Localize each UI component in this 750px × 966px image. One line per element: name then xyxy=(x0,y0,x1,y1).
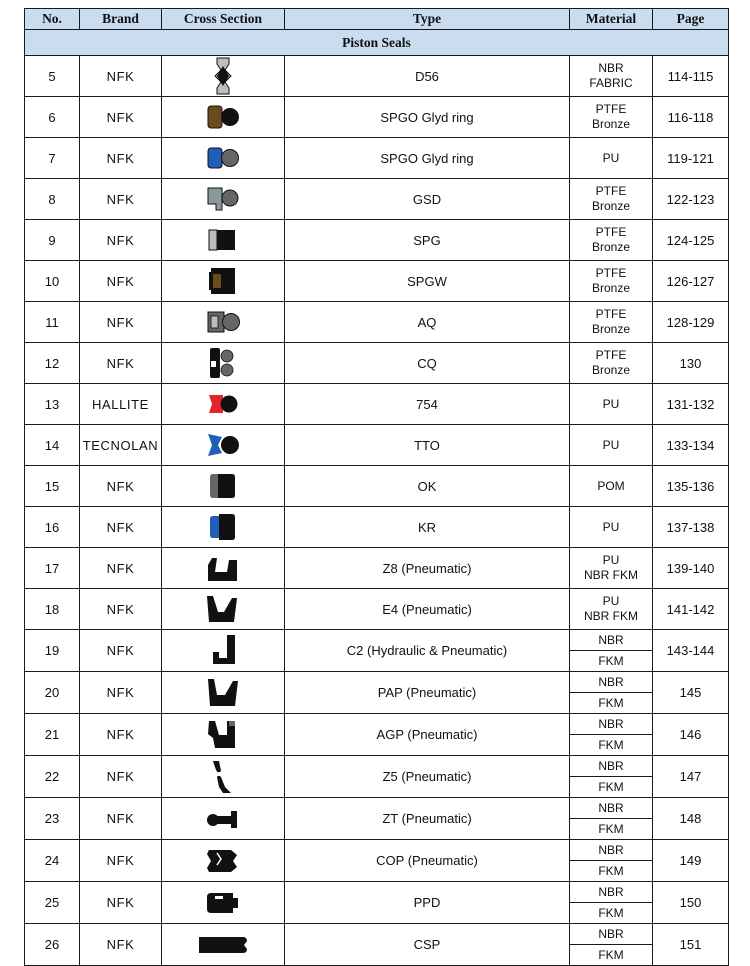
z5-profile-icon xyxy=(162,757,284,797)
row-number: 5 xyxy=(25,56,80,97)
material-secondary: Bronze xyxy=(591,363,631,377)
table-row xyxy=(25,56,729,97)
material-primary: PTFE xyxy=(595,225,627,239)
row-number: 13 xyxy=(25,384,80,425)
material-primary: NBR xyxy=(570,840,652,861)
cross-section-cell xyxy=(162,798,285,840)
d56-profile-icon xyxy=(162,56,284,96)
brand-cell: NFK xyxy=(80,548,162,589)
material-secondary: FKM xyxy=(598,906,624,920)
material-secondary: NBR FKM xyxy=(584,568,638,582)
brand-cell: NFK xyxy=(80,97,162,138)
cross-section-cell xyxy=(162,261,285,302)
header-no: No. xyxy=(25,9,80,30)
spgw-profile-icon xyxy=(162,261,284,301)
ok-profile-icon xyxy=(162,466,284,506)
material-secondary: FKM xyxy=(598,654,624,668)
material-primary: NBR xyxy=(598,61,624,75)
ppd-profile-icon xyxy=(162,883,284,923)
table-row xyxy=(25,343,729,384)
row-number: 21 xyxy=(25,714,80,756)
material-primary: POM xyxy=(597,478,625,493)
material-cell xyxy=(570,343,653,384)
type-cell: OK xyxy=(285,466,570,507)
row-number: 20 xyxy=(25,672,80,714)
table-row xyxy=(25,220,729,261)
table-row xyxy=(25,630,729,672)
brand-cell: NFK xyxy=(80,672,162,714)
material-cell xyxy=(570,466,653,507)
material-cell xyxy=(570,425,653,466)
section-row xyxy=(25,30,729,56)
material-cell xyxy=(570,261,653,302)
cross-section-cell xyxy=(162,425,285,466)
brand-cell: NFK xyxy=(80,507,162,548)
material-cell xyxy=(570,840,653,882)
material-cell xyxy=(570,138,653,179)
material-primary: PU xyxy=(602,437,620,452)
material-cell xyxy=(570,548,653,589)
row-number: 10 xyxy=(25,261,80,302)
brand-cell: NFK xyxy=(80,589,162,630)
table-row xyxy=(25,798,729,840)
page-cell: 145 xyxy=(653,672,729,714)
material-cell xyxy=(570,672,653,714)
cq-profile-icon xyxy=(162,343,284,383)
material-cell xyxy=(570,589,653,630)
page-cell: 128-129 xyxy=(653,302,729,343)
page-cell: 122-123 xyxy=(653,179,729,220)
page-cell: 130 xyxy=(653,343,729,384)
material-primary: PTFE xyxy=(595,102,627,116)
material-cell xyxy=(570,384,653,425)
table-row xyxy=(25,840,729,882)
brand-cell: NFK xyxy=(80,261,162,302)
brand-cell: NFK xyxy=(80,138,162,179)
material-cell xyxy=(570,220,653,261)
material-secondary: FKM xyxy=(598,864,624,878)
row-number: 14 xyxy=(25,425,80,466)
table-row xyxy=(25,384,729,425)
material-primary: PTFE xyxy=(595,266,627,280)
table-row xyxy=(25,302,729,343)
brand-cell: TECNOLAN xyxy=(80,425,162,466)
material-cell xyxy=(570,507,653,548)
brand-cell: NFK xyxy=(80,630,162,672)
material-cell xyxy=(570,924,653,966)
brand-cell: NFK xyxy=(80,179,162,220)
header-type: Type xyxy=(285,9,570,30)
type-cell: PPD xyxy=(285,882,570,924)
cross-section-cell xyxy=(162,507,285,548)
page-cell: 119-121 xyxy=(653,138,729,179)
material-primary: NBR xyxy=(570,756,652,777)
type-cell: GSD xyxy=(285,179,570,220)
header-page: Page xyxy=(653,9,729,30)
brand-cell: NFK xyxy=(80,798,162,840)
brand-cell: NFK xyxy=(80,714,162,756)
material-secondary: FKM xyxy=(598,822,624,836)
header-row xyxy=(25,9,729,30)
table-row xyxy=(25,179,729,220)
cross-section-cell xyxy=(162,384,285,425)
type-cell: TTO xyxy=(285,425,570,466)
table-row xyxy=(25,548,729,589)
row-number: 15 xyxy=(25,466,80,507)
csp-profile-icon xyxy=(162,925,284,965)
material-cell xyxy=(570,97,653,138)
type-cell: AGP (Pneumatic) xyxy=(285,714,570,756)
cross-section-cell xyxy=(162,589,285,630)
row-number: 9 xyxy=(25,220,80,261)
material-primary: PTFE xyxy=(595,307,627,321)
material-cell xyxy=(570,56,653,97)
type-cell: SPG xyxy=(285,220,570,261)
page-cell: 124-125 xyxy=(653,220,729,261)
row-number: 19 xyxy=(25,630,80,672)
cross-section-cell xyxy=(162,882,285,924)
agp-profile-icon xyxy=(162,715,284,755)
material-secondary: Bronze xyxy=(591,240,631,254)
material-secondary: FKM xyxy=(598,738,624,752)
row-number: 8 xyxy=(25,179,80,220)
table-row xyxy=(25,507,729,548)
material-secondary: Bronze xyxy=(591,322,631,336)
material-secondary: FABRIC xyxy=(589,76,633,90)
material-cell xyxy=(570,179,653,220)
type-cell: PAP (Pneumatic) xyxy=(285,672,570,714)
spgo-blue-profile-icon xyxy=(162,138,284,178)
type-cell: Z5 (Pneumatic) xyxy=(285,756,570,798)
table-row xyxy=(25,882,729,924)
material-primary: NBR xyxy=(570,630,652,651)
table-row xyxy=(25,672,729,714)
header-cross-section: Cross Section xyxy=(162,9,285,30)
cross-section-cell xyxy=(162,756,285,798)
table-row xyxy=(25,97,729,138)
material-primary: PTFE xyxy=(595,184,627,198)
material-primary: PU xyxy=(602,553,620,567)
type-cell: C2 (Hydraulic & Pneumatic) xyxy=(285,630,570,672)
brand-cell: HALLITE xyxy=(80,384,162,425)
material-cell xyxy=(570,798,653,840)
material-primary: PU xyxy=(602,150,620,165)
type-cell: 754 xyxy=(285,384,570,425)
row-number: 6 xyxy=(25,97,80,138)
spgo-brown-profile-icon xyxy=(162,97,284,137)
type-cell: E4 (Pneumatic) xyxy=(285,589,570,630)
tto-profile-icon xyxy=(162,425,284,465)
table-row xyxy=(25,425,729,466)
page-cell: 151 xyxy=(653,924,729,966)
kr-profile-icon xyxy=(162,507,284,547)
material-cell xyxy=(570,714,653,756)
page-cell: 126-127 xyxy=(653,261,729,302)
table-row xyxy=(25,589,729,630)
material-primary: NBR xyxy=(570,924,652,945)
cross-section-cell xyxy=(162,343,285,384)
row-number: 18 xyxy=(25,589,80,630)
cross-section-cell xyxy=(162,97,285,138)
material-secondary: FKM xyxy=(598,948,624,962)
header-material: Material xyxy=(570,9,653,30)
page-cell: 135-136 xyxy=(653,466,729,507)
cop-profile-icon xyxy=(162,841,284,881)
cross-section-cell xyxy=(162,714,285,756)
page-cell: 139-140 xyxy=(653,548,729,589)
page-cell: 147 xyxy=(653,756,729,798)
c2-profile-icon xyxy=(162,631,284,671)
page-cell: 116-118 xyxy=(653,97,729,138)
gsd-profile-icon xyxy=(162,179,284,219)
type-cell: KR xyxy=(285,507,570,548)
page-cell: 146 xyxy=(653,714,729,756)
seal-catalog-table xyxy=(24,8,729,966)
brand-cell: NFK xyxy=(80,924,162,966)
material-secondary: Bronze xyxy=(591,199,631,213)
page-cell: 149 xyxy=(653,840,729,882)
material-primary: NBR xyxy=(570,672,652,693)
material-primary: NBR xyxy=(570,714,652,735)
type-cell: SPGW xyxy=(285,261,570,302)
row-number: 24 xyxy=(25,840,80,882)
material-cell xyxy=(570,630,653,672)
cross-section-cell xyxy=(162,56,285,97)
material-secondary: Bronze xyxy=(591,281,631,295)
type-cell: AQ xyxy=(285,302,570,343)
material-primary: PU xyxy=(602,396,620,411)
zt-profile-icon xyxy=(162,799,284,839)
brand-cell: NFK xyxy=(80,840,162,882)
page-cell: 143-144 xyxy=(653,630,729,672)
row-number: 7 xyxy=(25,138,80,179)
e4-profile-icon xyxy=(162,589,284,629)
page-cell: 131-132 xyxy=(653,384,729,425)
material-secondary: FKM xyxy=(598,696,624,710)
page-cell: 150 xyxy=(653,882,729,924)
page-cell: 114-115 xyxy=(653,56,729,97)
cross-section-cell xyxy=(162,672,285,714)
type-cell: COP (Pneumatic) xyxy=(285,840,570,882)
brand-cell: NFK xyxy=(80,302,162,343)
brand-cell: NFK xyxy=(80,882,162,924)
row-number: 26 xyxy=(25,924,80,966)
table-row xyxy=(25,714,729,756)
table-row xyxy=(25,261,729,302)
type-cell: SPGO Glyd ring xyxy=(285,97,570,138)
row-number: 22 xyxy=(25,756,80,798)
page-cell: 148 xyxy=(653,798,729,840)
row-number: 23 xyxy=(25,798,80,840)
material-cell xyxy=(570,302,653,343)
material-primary: PU xyxy=(602,594,620,608)
type-cell: CSP xyxy=(285,924,570,966)
table-row xyxy=(25,924,729,966)
brand-cell: NFK xyxy=(80,466,162,507)
cross-section-cell xyxy=(162,302,285,343)
material-secondary: Bronze xyxy=(591,117,631,131)
z8-profile-icon xyxy=(162,548,284,588)
header-brand: Brand xyxy=(80,9,162,30)
aq-profile-icon xyxy=(162,302,284,342)
cross-section-cell xyxy=(162,138,285,179)
cross-section-cell xyxy=(162,924,285,966)
page-cell: 137-138 xyxy=(653,507,729,548)
brand-cell: NFK xyxy=(80,220,162,261)
row-number: 12 xyxy=(25,343,80,384)
material-primary: NBR xyxy=(570,882,652,903)
cross-section-cell xyxy=(162,630,285,672)
cross-section-cell xyxy=(162,466,285,507)
table-row xyxy=(25,756,729,798)
type-cell: ZT (Pneumatic) xyxy=(285,798,570,840)
page-cell: 133-134 xyxy=(653,425,729,466)
pap-profile-icon xyxy=(162,673,284,713)
material-cell xyxy=(570,882,653,924)
brand-cell: NFK xyxy=(80,343,162,384)
type-cell: D56 xyxy=(285,56,570,97)
row-number: 16 xyxy=(25,507,80,548)
material-secondary: NBR FKM xyxy=(584,609,638,623)
cross-section-cell xyxy=(162,179,285,220)
material-primary: NBR xyxy=(570,798,652,819)
page-cell: 141-142 xyxy=(653,589,729,630)
brand-cell: NFK xyxy=(80,56,162,97)
brand-cell: NFK xyxy=(80,756,162,798)
spg-profile-icon xyxy=(162,220,284,260)
row-number: 25 xyxy=(25,882,80,924)
754-profile-icon xyxy=(162,384,284,424)
cross-section-cell xyxy=(162,840,285,882)
material-primary: PTFE xyxy=(595,348,627,362)
table-row xyxy=(25,466,729,507)
cross-section-cell xyxy=(162,220,285,261)
material-cell xyxy=(570,756,653,798)
cross-section-cell xyxy=(162,548,285,589)
material-primary: PU xyxy=(602,519,620,534)
material-secondary: FKM xyxy=(598,780,624,794)
table-row xyxy=(25,138,729,179)
row-number: 11 xyxy=(25,302,80,343)
row-number: 17 xyxy=(25,548,80,589)
type-cell: Z8 (Pneumatic) xyxy=(285,548,570,589)
type-cell: SPGO Glyd ring xyxy=(285,138,570,179)
section-title: Piston Seals xyxy=(25,30,729,56)
type-cell: CQ xyxy=(285,343,570,384)
